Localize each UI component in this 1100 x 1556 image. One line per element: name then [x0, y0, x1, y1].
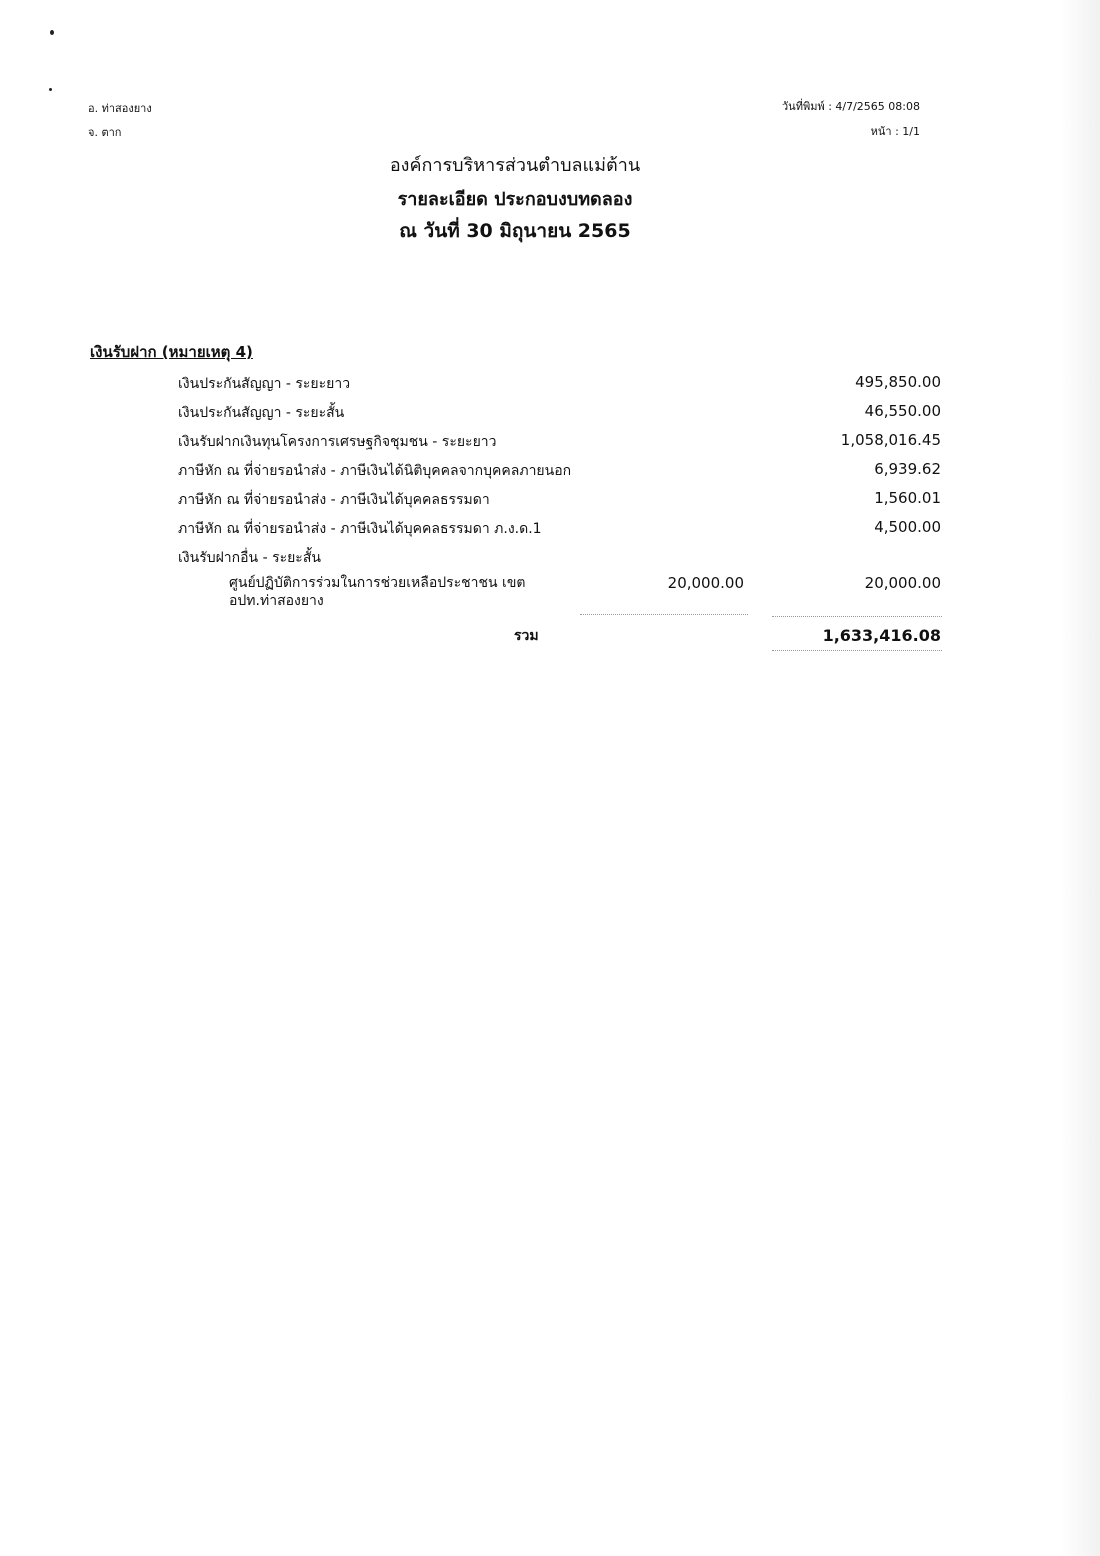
report-title: รายละเอียด ประกอบงบทดลอง	[397, 189, 633, 210]
total-label: รวม	[514, 628, 539, 644]
province-label: จ. ตาก	[88, 126, 122, 139]
line-item-label: ภาษีหัก ณ ที่จ่ายรอนำส่ง - ภาษีเงินได้นิติบุคคลจากบุคคลภายนอก	[178, 463, 572, 479]
scan-speck	[50, 30, 54, 35]
line-item-label: ภาษีหัก ณ ที่จ่ายรอนำส่ง - ภาษีเงินได้บุคคลธรรมดา ภ.ง.ด.1	[178, 521, 542, 537]
line-item-amount: 1,058,016.45	[840, 431, 941, 449]
line-item-amount: 6,939.62	[874, 460, 941, 478]
scan-speck	[49, 88, 52, 91]
sub-item-label	[229, 574, 569, 610]
group-label: เงินรับฝากอื่น - ระยะสั้น	[178, 550, 321, 566]
sub-item-amount: 20,000.00	[864, 574, 941, 592]
line-item-label: เงินประกันสัญญา - ระยะสั้น	[178, 405, 345, 421]
line-item-amount: 495,850.00	[855, 373, 941, 391]
report-date: ณ วันที่ 30 มิถุนายน 2565	[399, 220, 631, 242]
subtotal-rule	[772, 616, 942, 617]
section-heading: เงินรับฝาก (หมายเหตุ 4)	[90, 343, 253, 361]
line-item-label: ภาษีหัก ณ ที่จ่ายรอนำส่ง - ภาษีเงินได้บุคคลธรรมดา	[178, 492, 490, 508]
page-number: หน้า : 1/1	[870, 125, 920, 138]
line-item-amount: 46,550.00	[864, 402, 941, 420]
line-item-amount: 4,500.00	[874, 518, 941, 536]
print-date: วันที่พิมพ์ : 4/7/2565 08:08	[782, 100, 920, 113]
sub-item-label-line2: อปท.ท่าสองยาง	[229, 593, 324, 609]
subtotal-rule	[580, 614, 748, 615]
sub-item-detail-amount: 20,000.00	[667, 574, 744, 592]
scan-shadow	[1060, 0, 1100, 1556]
line-item-amount: 1,560.01	[874, 489, 941, 507]
total-rule	[772, 650, 942, 651]
total-value: 1,633,416.08	[822, 626, 941, 645]
line-item-label: เงินรับฝากเงินทุนโครงการเศรษฐกิจชุมชน - ระยะยาว	[178, 434, 497, 450]
district-label: อ. ท่าสองยาง	[88, 102, 152, 115]
sub-item-label-line1: ศูนย์ปฏิบัติการร่วมในการช่วยเหลือประชาชน เขต	[229, 575, 526, 591]
line-item-label: เงินประกันสัญญา - ระยะยาว	[178, 376, 351, 392]
organization-name: องค์การบริหารส่วนตำบลแม่ต้าน	[389, 155, 641, 176]
